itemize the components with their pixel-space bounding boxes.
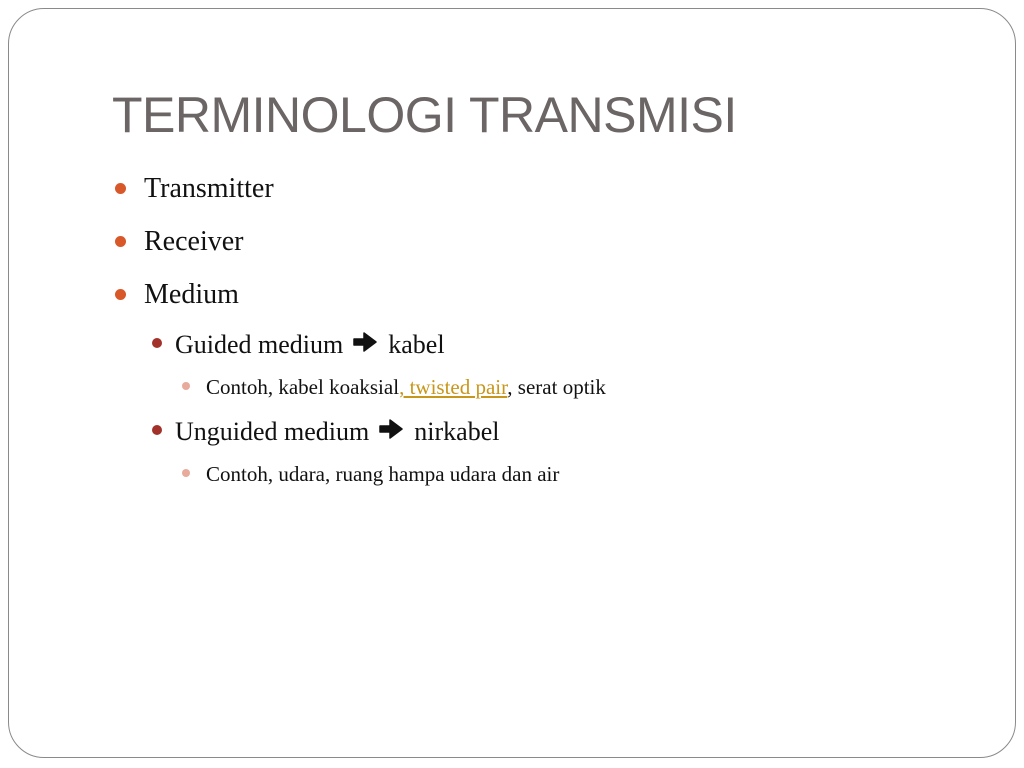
bullet-dot (115, 289, 126, 300)
bullet-result: nirkabel (414, 417, 500, 446)
bullet-text: Transmitter (144, 173, 274, 204)
bullet-dot (152, 338, 162, 348)
bullet-result: kabel (388, 330, 445, 359)
bullet-dot (152, 425, 162, 435)
right-arrow-icon (376, 416, 408, 442)
sub-bullet-guided (175, 329, 445, 360)
example-guided (206, 374, 606, 400)
bullet-receiver (144, 226, 244, 258)
slide-title: TERMINOLOGI TRANSMISI (112, 87, 737, 143)
example-text: Contoh, udara, ruang hampa udara dan air (206, 462, 560, 486)
bullet-text: Unguided medium (175, 417, 370, 446)
bullet-dot (115, 183, 126, 194)
bullet-text: Medium (144, 279, 239, 310)
bullet-text: Receiver (144, 226, 244, 257)
bullet-transmitter (144, 173, 274, 205)
example-unguided (206, 461, 559, 487)
bullet-medium (144, 279, 239, 311)
example-prefix: Contoh, kabel koaksial (206, 375, 400, 399)
bullet-dot (182, 382, 190, 390)
right-arrow-icon (350, 329, 382, 355)
twisted-pair-link[interactable]: , twisted pair (399, 375, 508, 399)
sub-bullet-unguided (175, 416, 499, 447)
bullet-dot (115, 236, 126, 247)
bullet-dot (182, 469, 190, 477)
bullet-text: Guided medium (175, 330, 344, 359)
example-suffix: , serat optik (507, 375, 606, 399)
